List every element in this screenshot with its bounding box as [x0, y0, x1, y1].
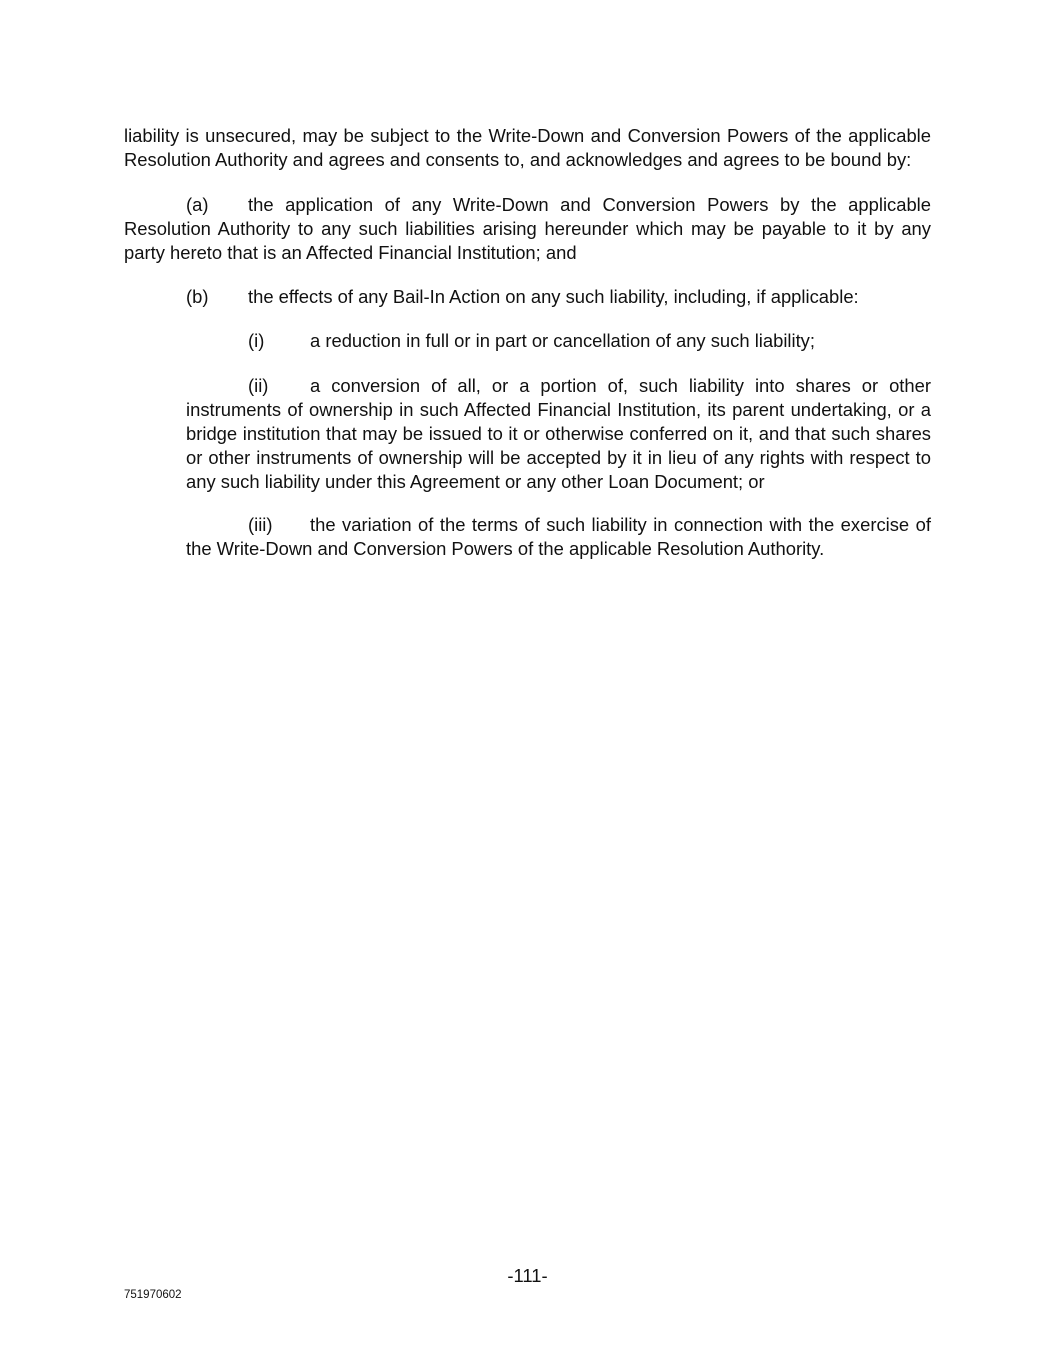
intro-paragraph	[124, 124, 931, 172]
clause-ii-label: (ii)	[248, 375, 269, 396]
clause-iii-label: (iii)	[248, 514, 273, 535]
page-number: -111-	[507, 1265, 548, 1286]
clause-a-label: (a)	[186, 194, 209, 215]
clause-i	[186, 329, 931, 353]
clause-b-label: (b)	[186, 286, 209, 307]
clause-i-text: a reduction in full or in part or cancellation of any such liability;	[310, 330, 815, 351]
clause-b-text: the effects of any Bail-In Action on any such liability, including, if applicable:	[248, 286, 859, 307]
intro-paragraph-text: liability is unsecured, may be subject to the Write-Down and Conversion Powers of the applicable Resolution Authority and agrees and consents to, and acknowledges and agrees to be bound by:	[124, 125, 931, 170]
document-id: 751970602	[124, 1289, 182, 1301]
clause-ii	[186, 374, 931, 494]
clause-b	[124, 285, 931, 309]
clause-a	[124, 193, 931, 265]
clause-iii	[186, 513, 931, 561]
clause-iii-text: the variation of the terms of such liability in connection with the exercise of the Write-Down and Conversion Powers of the applicable Resolution Authority.	[186, 514, 931, 559]
clause-i-label: (i)	[248, 330, 265, 351]
clause-a-text: the application of any Write-Down and Conversion Powers by the applicable Resolution Authority to any such liabilities arising hereunder which may be payable to it by any party hereto that is an Affected Financial Institution; and	[124, 194, 931, 263]
clause-ii-text: a conversion of all, or a portion of, such liability into shares or other instruments of ownership in such Affected Financial Institution, its parent undertaking, or a bridge institution that may be issued to it or otherwise conferred on it, and that such shares or other instruments of ownership will be accepted by it in lieu of any rights with respect to any such liability under this Agreement or any other Loan Document; or	[186, 375, 931, 492]
